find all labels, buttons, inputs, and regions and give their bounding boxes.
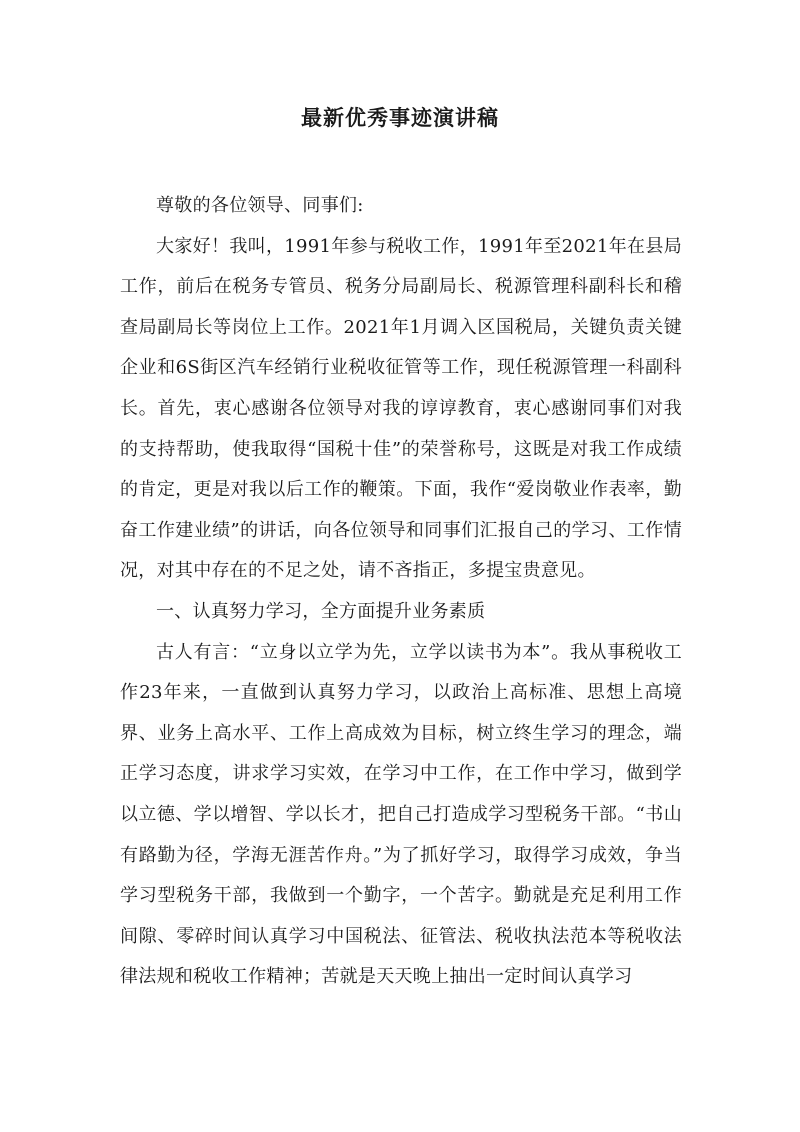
document-title: 最新优秀事迹演讲稿 [301,105,499,130]
paragraph-study: 古人有言：“立身以立学为先，立学以读书为本”。我从事税收工作23年来，一直做到认真努力学习，以政治上高标准、思想上高境界、业务上高水平、工作上高成效为目标，树立终生学习的理念，端正学习态度，讲求学习实效，在学习中工作，在工作中学习，做到学以立德、学以增智、学以长才，把自己打造成学习型税务干部。“书山有路勤为径，学海无涯苦作舟。”为了抓好学习，取得学习成效，争当学习型税务干部，我做到一个勤字，一个苦字。勤就是充足利用工作间隙、零碎时间认真学习中国税法、征管法、税收执法范本等税收法律法规和税收工作精神；苦就是天天晚上抽出一定时间认真学习 [120,641,682,988]
section-heading: 一、认真努力学习，全方面提升业务素质 [156,600,486,622]
salutation: 尊敬的各位领导、同事们: [156,195,364,216]
document-body [120,186,682,998]
paragraph-intro: 大家好！我叫，1991年参与税收工作，1991年至2021年在县局工作，前后在税务专管员、税务分局副局长、税源管理科副科长和稽查局副局长等岗位上工作。2021年1月调入区国税局，关键负责关键企业和6S街区汽车经销行业税收征管等工作，现任税源管理一科副科长。首先，衷心感谢各位领导对我的谆谆教育，衷心感谢同事们对我的支持帮助，使我取得“国税十佳”的荣誉称号，这既是对我工作成绩的肯定，更是对我以后工作的鞭策。下面，我作“爱岗敬业作表率，勤奋工作建业绩”的讲话，向各位领导和同事们汇报自己的学习、工作情况，对其中存在的不足之处，请不吝指正，多提宝贵意见。 [120,235,682,582]
